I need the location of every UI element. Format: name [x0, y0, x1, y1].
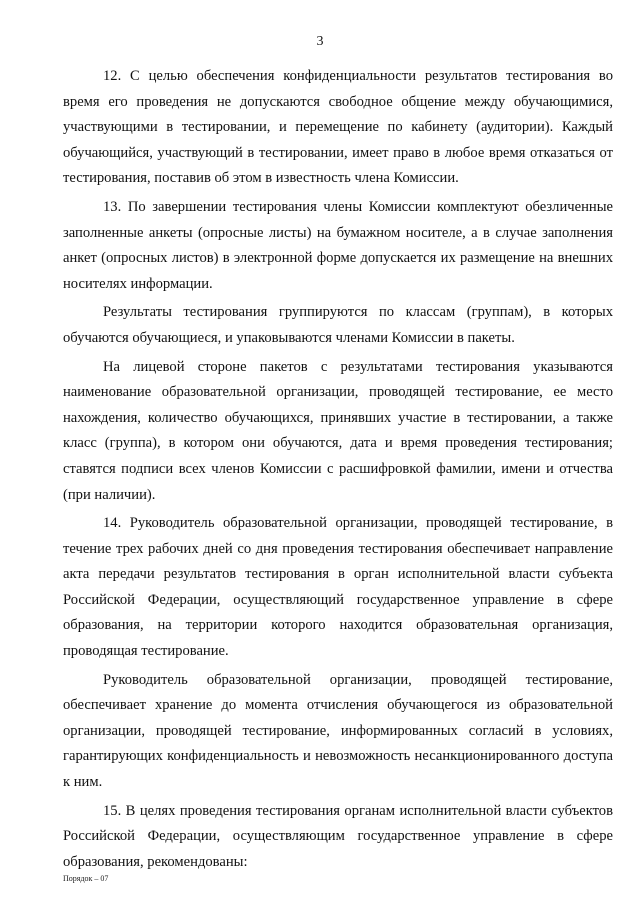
paragraph-consent-storage: Руководитель образовательной организации, проводящей тестирование, обеспечивает хранение до момента отчисления обучающегося из образовательной организации, проводящей тестирование, информированных согласий в условиях, гарантирующих конфиденциальность и невозможность несанкционированного доступа к ним. [63, 671, 613, 791]
paragraph-13: 13. По завершении тестирования члены Комиссии комплектуют обезличенные заполненные анкеты (опросные листы) на бумажном носителе, а в случае заполнения анкет (опросных листов) в электронной форме допускается их размещение на внешних носителях информации. [63, 198, 613, 292]
paragraph-results-grouping: Результаты тестирования группируются по классам (группам), в которых обучаются обучающиеся, и упаковываются членами Комиссии в пакеты. [63, 304, 613, 346]
paragraph-15: 15. В целях проведения тестирования органам исполнительной власти субъектов Российской Федерации, осуществляющим государственное управление в сфере образования, рекомендованы: [63, 802, 613, 870]
footer-label: Порядок – 07 [63, 874, 109, 883]
page-number: 3 [316, 34, 324, 49]
document-body [63, 64, 613, 878]
paragraph-package-labeling: На лицевой стороне пакетов с результатами тестирования указываются наименование образовательной организации, проводящей тестирование, ее место нахождения, количество обучающихся, принявших участие в тестировании, а также класс (группа), в котором они обучаются, дата и время проведения тестирования; ставятся подписи всех членов Комиссии с расшифровкой фамилии, имени и отчества (при наличии). [63, 358, 613, 503]
paragraph-14: 14. Руководитель образовательной организации, проводящей тестирование, в течение трех рабочих дней со дня проведения тестирования обеспечивает направление акта передачи результатов тестирования в орган исполнительной власти субъекта Российской Федерации, осуществляющий государственное управление в сфере образования, на территории которого находится образовательная организация, проводящая тестирование. [63, 515, 613, 660]
paragraph-12: 12. С целью обеспечения конфиденциальности результатов тестирования во время его проведения не допускаются свободное общение между обучающимися, участвующими в тестировании, и перемещение по кабинету (аудитории). Каждый обучающийся, участвующий в тестировании, имеет право в любое время отказаться от тестирования, поставив об этом в известность члена Комиссии. [63, 68, 613, 187]
